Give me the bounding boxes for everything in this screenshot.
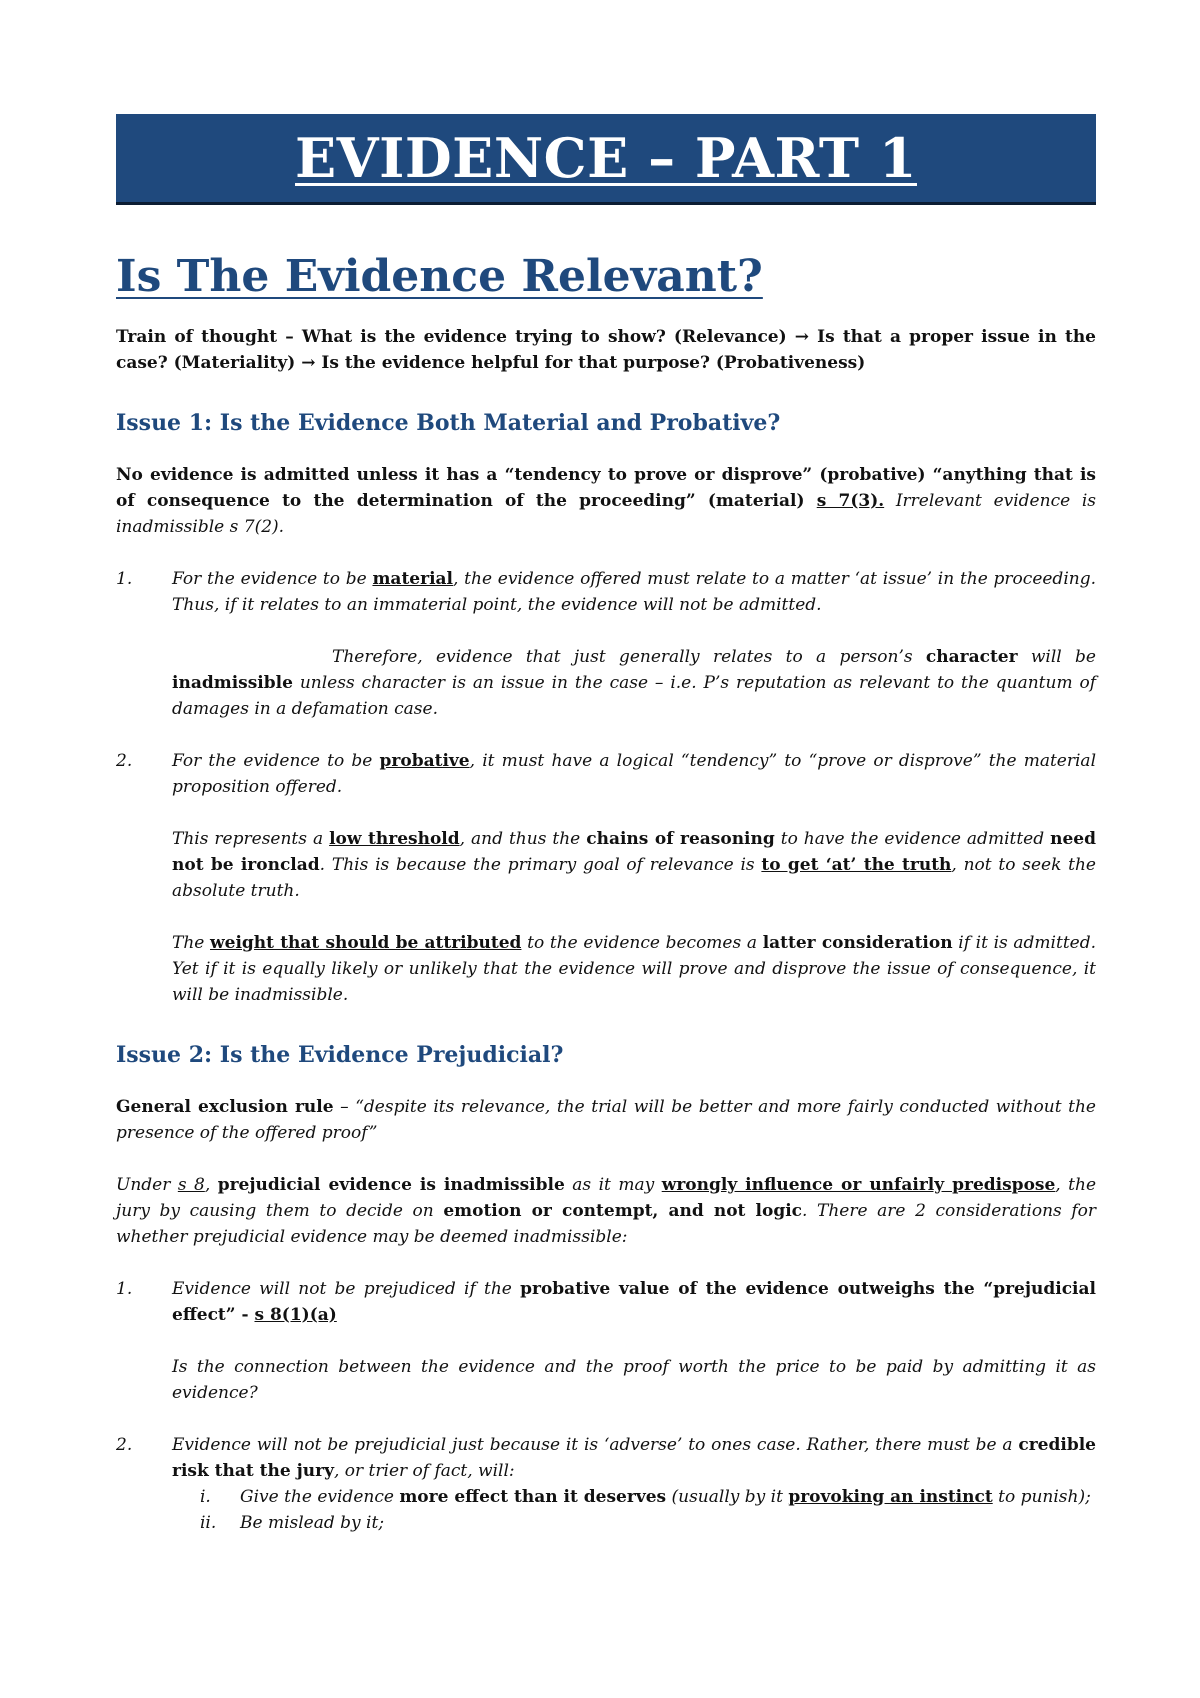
list-note: The weight that should be attributed to the evidence becomes a latter consideration if it is admitted. Yet if it is equally likely or unlikely that the evidence will prove and disprove the issue of consequence, it will be inadmissible. bbox=[172, 933, 1097, 1005]
right-arrow-icon: → bbox=[301, 353, 316, 373]
train-of-thought: Train of thought – What is the evidence trying to show? (Relevance) → Is that a proper issue in the case? (Materiality) → Is the evidence helpful for that purpose? (Probativeness) bbox=[116, 327, 1096, 373]
document-page bbox=[116, 114, 1096, 1536]
issue-1-heading: Issue 1: Is the Evidence Both Material and Probative? bbox=[116, 410, 781, 436]
list-item: 2. For the evidence to be probative, it must have a logical “tendency” to “prove or disprove” the material proposition offered. bbox=[116, 751, 1097, 797]
statute-reference: s 8(1)(a) bbox=[254, 1305, 337, 1325]
section-8-paragraph: Under s 8, prejudicial evidence is inadmissible as it may wrongly influence or unfairly predispose, the jury by causing them to decide on emotion or contempt, and not logic. There are 2 considerations for whether prejudicial evidence may be deemed inadmissible: bbox=[116, 1175, 1097, 1247]
issue-1-intro: No evidence is admitted unless it has a “tendency to prove or disprove” (probative) “anything that is of consequence to the determination of the proceeding” (material) s 7(3). Irrelevant evidence is inadmissible s 7(2). bbox=[116, 465, 1096, 537]
issue-2-heading: Issue 2: Is the Evidence Prejudicial? bbox=[116, 1042, 564, 1068]
list-note: This represents a low threshold, and thus the chains of reasoning to have the evidence admitted need not be ironclad. This is because the primary goal of relevance is to get ‘at’ the truth, not to seek the absolute truth. bbox=[172, 829, 1096, 901]
sub-list-item: i. Give the evidence more effect than it deserves (usually by it provoking an instinct to punish); bbox=[200, 1487, 1091, 1507]
right-arrow-icon: → bbox=[794, 327, 810, 347]
general-exclusion-rule: General exclusion rule – “despite its relevance, the trial will be better and more fairly conducted without the presence of the offered proof” bbox=[116, 1097, 1096, 1143]
sub-list-item: ii. Be mislead by it; bbox=[200, 1513, 385, 1533]
section-heading: Is The Evidence Relevant? bbox=[116, 251, 763, 302]
title-banner bbox=[116, 114, 1096, 205]
list-item: 1. For the evidence to be material, the evidence offered must relate to a matter ‘at issue’ in the proceeding. Thus, if it relates to an immaterial point, the evidence will not be admitted. bbox=[116, 569, 1096, 615]
list-note: Is the connection between the evidence and the proof worth the price to be paid by admitting it as evidence? bbox=[172, 1357, 1096, 1403]
document-title: EVIDENCE – PART 1 bbox=[295, 126, 917, 190]
list-item: 1. Evidence will not be prejudiced if the probative value of the evidence outweighs the “prejudicial effect” - s 8(1)(a) bbox=[116, 1279, 1096, 1325]
statute-reference: s 7(3). bbox=[816, 491, 885, 511]
statute-reference: s 8 bbox=[177, 1175, 205, 1195]
list-note: Therefore, evidence that just generally relates to a person’s character will be inadmissible unless character is an issue in the case – i.e. P’s reputation as relevant to the quantum of damages in a defamation case. bbox=[172, 647, 1096, 719]
list-item: 2. Evidence will not be prejudicial just because it is ‘adverse’ to ones case. Rather, there must be a credible risk that the jury, or trier of fact, will: bbox=[116, 1435, 1096, 1481]
